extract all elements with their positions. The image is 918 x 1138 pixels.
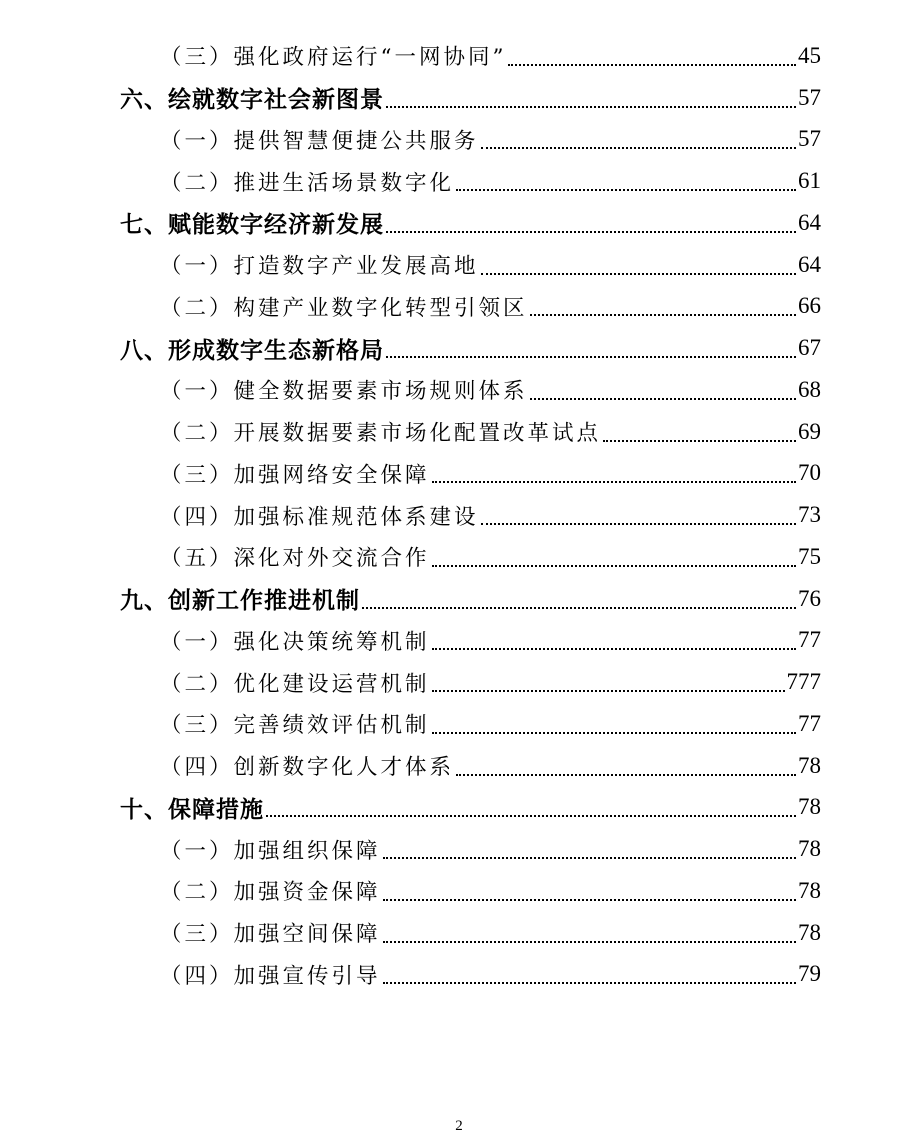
dot-leader bbox=[432, 648, 796, 650]
toc-entry-page: 777 bbox=[786, 669, 821, 695]
toc-entry-page: 77 bbox=[798, 627, 821, 653]
toc-entry[interactable] bbox=[0, 787, 918, 829]
toc-entry[interactable] bbox=[0, 35, 918, 77]
toc-entry-title: （三）完善绩效评估机制 bbox=[160, 713, 430, 739]
dot-leader bbox=[481, 147, 796, 149]
toc-entry-title: （四）创新数字化人才体系 bbox=[160, 755, 455, 781]
dot-leader bbox=[481, 273, 796, 275]
toc-entry-page: 77 bbox=[798, 710, 821, 736]
toc-entry[interactable] bbox=[0, 119, 918, 161]
toc-entry-page: 61 bbox=[798, 168, 821, 194]
toc-entry[interactable] bbox=[0, 411, 918, 453]
toc-entry-page: 78 bbox=[798, 919, 821, 945]
toc-entry-title: （二）优化建设运营机制 bbox=[160, 671, 430, 697]
dot-leader bbox=[266, 815, 796, 817]
dot-leader bbox=[383, 899, 796, 901]
toc-entry-title: 十、保障措施 bbox=[120, 796, 264, 823]
toc-entry[interactable] bbox=[0, 286, 918, 328]
toc-entry[interactable] bbox=[0, 620, 918, 662]
dot-leader bbox=[383, 982, 796, 984]
toc-entry-title: （二）开展数据要素市场化配置改革试点 bbox=[160, 421, 602, 447]
toc-entry-title: （三）加强空间保障 bbox=[160, 922, 381, 948]
toc-entry-title: 七、赋能数字经济新发展 bbox=[120, 212, 384, 239]
toc-entry-page: 57 bbox=[798, 84, 821, 110]
toc-entry-page: 64 bbox=[798, 209, 821, 235]
dot-leader bbox=[508, 64, 796, 66]
toc-entry[interactable] bbox=[0, 244, 918, 286]
page-number: 2 bbox=[455, 1118, 463, 1134]
toc-entry-title: （一）提供智慧便捷公共服务 bbox=[160, 128, 479, 154]
toc-entry-page: 75 bbox=[798, 543, 821, 569]
dot-leader bbox=[432, 732, 796, 734]
toc-entry-title: 九、创新工作推进机制 bbox=[120, 588, 360, 615]
table-of-contents bbox=[0, 35, 918, 995]
toc-entry[interactable] bbox=[0, 703, 918, 745]
dot-leader bbox=[386, 356, 796, 358]
toc-entry-title: （二）加强资金保障 bbox=[160, 880, 381, 906]
toc-entry-page: 76 bbox=[798, 585, 821, 611]
toc-entry-page: 79 bbox=[798, 961, 821, 987]
toc-entry-page: 68 bbox=[798, 376, 821, 402]
toc-entry-title: （二）构建产业数字化转型引领区 bbox=[160, 295, 528, 321]
dot-leader bbox=[432, 690, 785, 692]
dot-leader bbox=[386, 231, 796, 233]
toc-entry[interactable] bbox=[0, 160, 918, 202]
toc-entry-title: （一）打造数字产业发展高地 bbox=[160, 254, 479, 280]
toc-entry-title: 六、绘就数字社会新图景 bbox=[120, 87, 384, 114]
toc-entry-page: 78 bbox=[798, 836, 821, 862]
toc-entry-title: 八、形成数字生态新格局 bbox=[120, 337, 384, 364]
toc-entry[interactable] bbox=[0, 202, 918, 244]
dot-leader bbox=[432, 481, 796, 483]
toc-entry-title: （四）加强宣传引导 bbox=[160, 963, 381, 989]
toc-entry-page: 78 bbox=[798, 752, 821, 778]
dot-leader bbox=[530, 398, 796, 400]
toc-entry-page: 57 bbox=[798, 126, 821, 152]
toc-entry[interactable] bbox=[0, 327, 918, 369]
toc-entry-page: 73 bbox=[798, 502, 821, 528]
dot-leader bbox=[603, 440, 796, 442]
toc-entry[interactable] bbox=[0, 745, 918, 787]
toc-entry[interactable] bbox=[0, 494, 918, 536]
toc-entry-page: 45 bbox=[798, 42, 821, 68]
toc-entry-title: （一）健全数据要素市场规则体系 bbox=[160, 379, 528, 405]
toc-entry[interactable] bbox=[0, 453, 918, 495]
toc-entry[interactable] bbox=[0, 912, 918, 954]
toc-entry-page: 69 bbox=[798, 418, 821, 444]
toc-entry-title: （三）加强网络安全保障 bbox=[160, 462, 430, 488]
dot-leader bbox=[383, 857, 796, 859]
toc-entry[interactable] bbox=[0, 77, 918, 119]
dot-leader bbox=[456, 189, 796, 191]
toc-entry-page: 70 bbox=[798, 460, 821, 486]
toc-entry[interactable] bbox=[0, 369, 918, 411]
dot-leader bbox=[481, 523, 796, 525]
toc-entry-page: 67 bbox=[798, 335, 821, 361]
toc-entry[interactable] bbox=[0, 578, 918, 620]
toc-entry[interactable] bbox=[0, 870, 918, 912]
toc-entry-page: 64 bbox=[798, 251, 821, 277]
dot-leader bbox=[383, 941, 796, 943]
toc-entry-title: （五）深化对外交流合作 bbox=[160, 546, 430, 572]
toc-entry-title: （一）强化决策统筹机制 bbox=[160, 629, 430, 655]
dot-leader bbox=[386, 106, 796, 108]
toc-entry-title: （二）推进生活场景数字化 bbox=[160, 170, 455, 196]
toc-entry[interactable] bbox=[0, 536, 918, 578]
toc-entry-title: （一）加强组织保障 bbox=[160, 838, 381, 864]
toc-entry[interactable] bbox=[0, 828, 918, 870]
toc-entry-title: （三）强化政府运行“一网协同” bbox=[160, 45, 507, 71]
toc-entry[interactable] bbox=[0, 661, 918, 703]
toc-entry-page: 78 bbox=[798, 794, 821, 820]
toc-entry-title: （四）加强标准规范体系建设 bbox=[160, 504, 479, 530]
toc-entry-page: 66 bbox=[798, 293, 821, 319]
dot-leader bbox=[530, 314, 796, 316]
dot-leader bbox=[362, 607, 796, 609]
toc-entry-page: 78 bbox=[798, 877, 821, 903]
toc-entry[interactable] bbox=[0, 954, 918, 996]
dot-leader bbox=[456, 774, 796, 776]
dot-leader bbox=[432, 565, 796, 567]
